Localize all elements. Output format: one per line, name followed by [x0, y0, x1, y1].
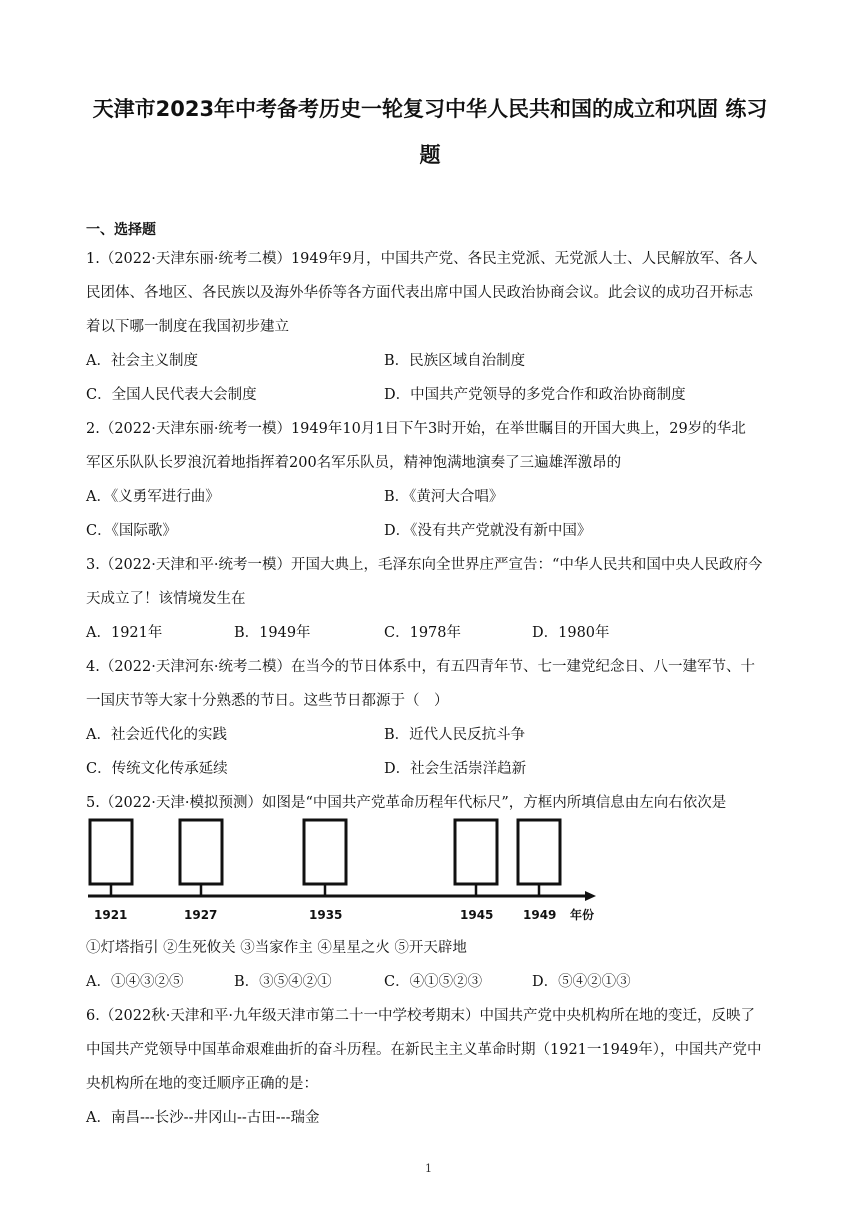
q2-stem-line-2: 军区乐队队长罗浪沉着地指挥着200名军乐队员，精神饱满地演奏了三遍雄浑激昂的 — [86, 455, 622, 471]
q5-stem-line-1: 5.（2022·天津·模拟预测）如图是“中国共产党革命历程年代标尺”，方框内所填信息由左向右依次是 — [86, 795, 727, 811]
q6-stem-line-2: 中国共产党领导中国革命艰难曲折的奋斗历程。在新民主主义革命时期（1921一1949年），中国共产党中 — [86, 1042, 762, 1058]
section-heading: 一、选择题 — [86, 222, 156, 238]
timeline-year-1927: 1927 — [184, 908, 218, 922]
q6-option-a: A．南昌---长沙--井冈山--古田---瑞金 — [86, 1110, 320, 1126]
timeline-box-5 — [518, 820, 560, 884]
q1-stem-line-3: 着以下哪一制度在我国初步建立 — [86, 319, 289, 335]
timeline-box-3 — [304, 820, 346, 884]
q4-option-d: D．社会生活崇洋趋新 — [384, 761, 527, 777]
q4-option-a: A．社会近代化的实践 — [86, 727, 227, 743]
q3-option-c: C．1978年 — [384, 625, 461, 641]
q1-option-a: A．社会主义制度 — [86, 353, 198, 369]
q1-stem-line-1: 1.（2022·天津东丽·统考二模）1949年9月，中国共产党、各民主党派、无党派人士、人民解放军、各人 — [86, 251, 758, 267]
q1-option-d: D．中国共产党领导的多党合作和政治协商制度 — [384, 387, 686, 403]
title-line-2: 题 — [419, 143, 441, 167]
q6-stem-line-3: 央机构所在地的变迁顺序正确的是： — [86, 1076, 318, 1092]
timeline-year-1921: 1921 — [94, 908, 128, 922]
q1-stem-line-2: 民团体、各地区、各民族以及海外华侨等各方面代表出席中国人民政治协商会议。此会议的成功召开标志 — [86, 285, 753, 301]
q2-option-d: D．《没有共产党就没有新中国》 — [384, 523, 592, 539]
q3-option-b: B．1949年 — [234, 625, 311, 641]
timeline-figure — [80, 814, 620, 926]
title-line-1: 天津市2023年中考备考历史一轮复习中华人民共和国的成立和巩固 练习 — [92, 97, 768, 121]
q3-option-d: D．1980年 — [532, 625, 610, 641]
q1-option-c: C．全国人民代表大会制度 — [86, 387, 257, 403]
q4-option-b: B．近代人民反抗斗争 — [384, 727, 526, 743]
q5-option-d: D．⑤④②①③ — [532, 974, 631, 990]
q5-option-b: B．③⑤④②① — [234, 974, 332, 990]
q5-option-c: C．④①⑤②③ — [384, 974, 483, 990]
q3-stem-line-1: 3.（2022·天津和平·统考一模）开国大典上，毛泽东向全世界庄严宣告：“中华人民共和国中央人民政府今 — [86, 557, 763, 573]
q3-stem-line-2: 天成立了！该情境发生在 — [86, 591, 246, 607]
timeline-year-1935: 1935 — [309, 908, 343, 922]
timeline-year-1949: 1949 — [523, 908, 557, 922]
q5-items: ①灯塔指引 ②生死攸关 ③当家作主 ④星星之火 ⑤开天辟地 — [86, 940, 467, 956]
q3-option-a: A．1921年 — [86, 625, 163, 641]
q5-option-a: A．①④③②⑤ — [86, 974, 184, 990]
q4-stem-line-2: 一国庆节等大家十分熟悉的节日。这些节日都源于（ ） — [86, 693, 449, 709]
page-number: 1 — [425, 1162, 432, 1175]
timeline-box-2 — [180, 820, 222, 884]
timeline-unit-label: 年份 — [570, 908, 595, 922]
q1-option-b: B．民族区域自治制度 — [384, 353, 526, 369]
q4-option-c: C．传统文化传承延续 — [86, 761, 228, 777]
timeline-box-1 — [90, 820, 132, 884]
q2-option-a: A．《义勇军进行曲》 — [86, 489, 220, 505]
q4-stem-line-1: 4.（2022·天津河东·统考二模）在当今的节日体系中，有五四青年节、七一建党纪念日、八一建军节、十 — [86, 659, 755, 675]
timeline-year-1945: 1945 — [460, 908, 494, 922]
q2-option-b: B．《黄河大合唱》 — [384, 489, 504, 505]
timeline-box-4 — [455, 820, 497, 884]
timeline-arrow-icon — [585, 891, 596, 901]
q6-stem-line-1: 6.（2022秋·天津和平·九年级天津市第二十一中学校考期末）中国共产党中央机构所在地的变迁，反映了 — [86, 1008, 755, 1024]
document-title — [60, 86, 800, 178]
q2-option-c: C．《国际歌》 — [86, 523, 177, 539]
q2-stem-line-1: 2.（2022·天津东丽·统考一模）1949年10月1日下午3时开始，在举世瞩目的开国大典上，29岁的华北 — [86, 421, 746, 437]
